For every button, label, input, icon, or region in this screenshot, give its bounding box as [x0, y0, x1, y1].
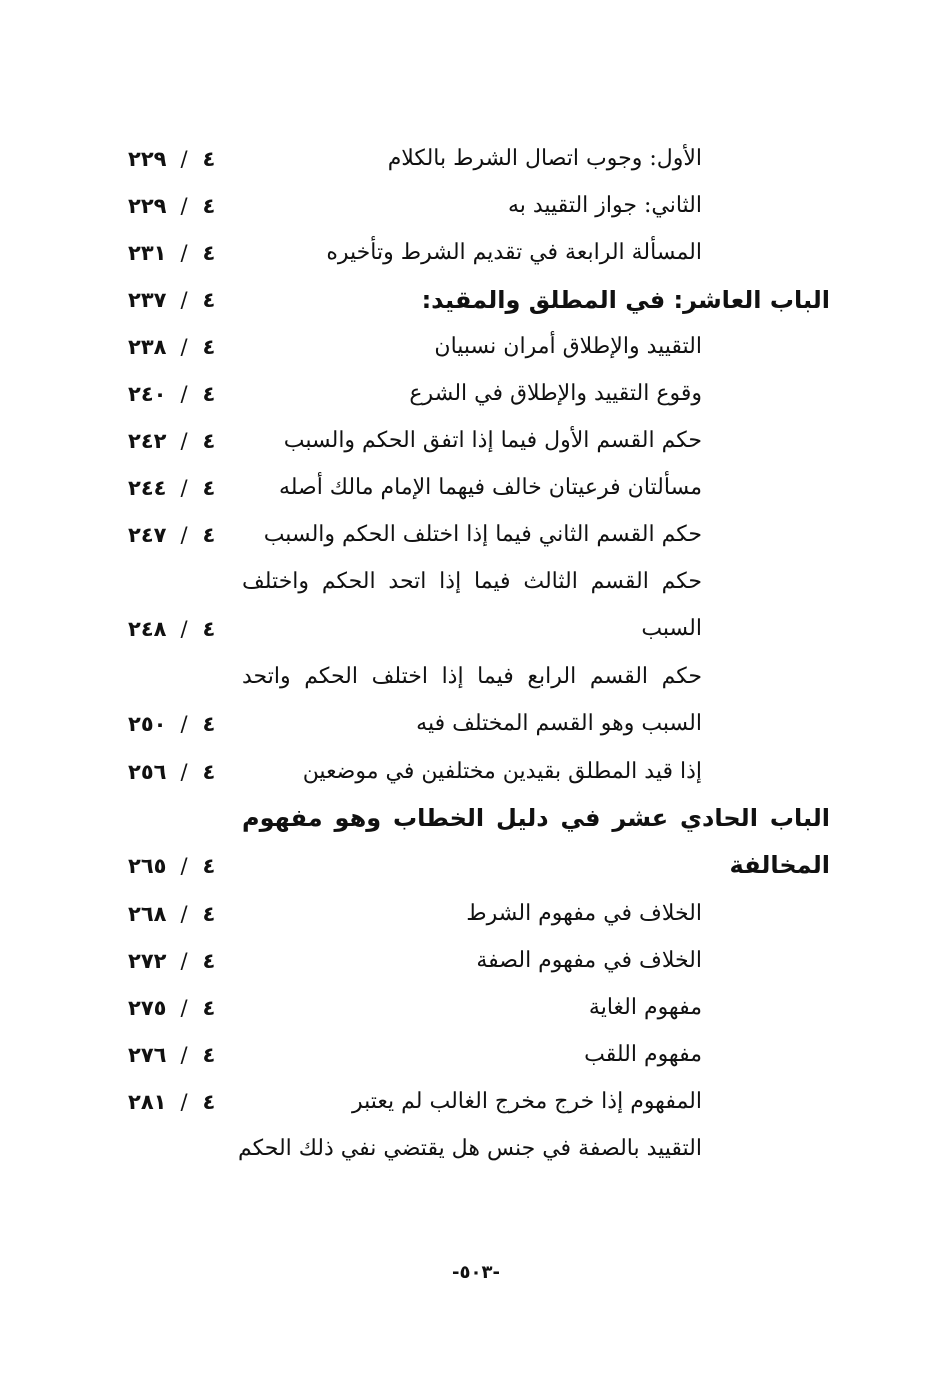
- toc-entry-reference: [128, 1090, 215, 1114]
- toc-entry-title: التقييد والإطلاق أمران نسبيان: [434, 334, 702, 359]
- toc-page-number: ٢٧٦: [128, 1042, 167, 1067]
- toc-entry-reference: [128, 606, 215, 653]
- toc-separator: /: [180, 334, 189, 359]
- toc-entry-title: المفهوم إذا خرج مخرج الغالب لم يعتبر: [352, 1089, 702, 1114]
- toc-chapter-heading: [110, 795, 830, 890]
- toc-page-number: ٢٣٧: [128, 287, 167, 312]
- toc-separator: /: [180, 522, 189, 547]
- toc-entry-reference: [128, 949, 215, 973]
- toc-entry-title: وقوع التقييد والإطلاق في الشرع: [409, 381, 702, 406]
- toc-page-number: ٢٨١: [128, 1089, 167, 1114]
- toc-volume-number: ٤: [202, 475, 216, 500]
- toc-chapter-heading: [110, 276, 830, 323]
- toc-page-number: ٢٢٩: [128, 146, 167, 171]
- toc-entry: [110, 229, 830, 276]
- toc-entry-reference: [128, 194, 215, 218]
- toc-entry: [110, 890, 830, 937]
- toc-entry-title: الباب الحادي عشر في دليل الخطاب وهو مفهوم المخالفة: [242, 804, 830, 879]
- toc-entry: [110, 135, 830, 182]
- toc-volume-number: ٤: [202, 146, 216, 171]
- toc-volume-number: ٤: [202, 948, 216, 973]
- toc-separator: /: [180, 1042, 189, 1067]
- toc-entry-title: إذا قيد المطلق بقيدين مختلفين في موضعين: [302, 759, 702, 784]
- toc-entry-reference: [128, 760, 215, 784]
- toc-page-number: ٢٢٩: [128, 193, 167, 218]
- toc-page-number: ٢٤٤: [128, 475, 167, 500]
- toc-volume-number: ٤: [202, 1089, 216, 1114]
- toc-separator: /: [180, 287, 189, 312]
- toc-volume-number: ٤: [202, 381, 216, 406]
- toc-entry: [110, 653, 830, 748]
- toc-entry-reference: [128, 241, 215, 265]
- toc-entry-title: الخلاف في مفهوم الشرط: [466, 901, 702, 926]
- toc-entry-reference: [128, 335, 215, 359]
- toc-separator: /: [180, 381, 189, 406]
- toc-separator: /: [180, 240, 189, 265]
- toc-entry: [110, 748, 830, 795]
- toc-entry: [110, 984, 830, 1031]
- toc-page-number: ٢٧٥: [128, 995, 167, 1020]
- toc-entry: [110, 417, 830, 464]
- toc-separator: /: [180, 475, 189, 500]
- toc-volume-number: ٤: [202, 617, 216, 641]
- toc-entry-title: حكم القسم الثالث فيما إذا اتحد الحكم واختلف السبب: [242, 569, 702, 641]
- toc-volume-number: ٤: [202, 193, 216, 218]
- toc-volume-number: ٤: [202, 1042, 216, 1067]
- toc-entry-reference: [128, 382, 215, 406]
- toc-entry-title: مفهوم اللقب: [584, 1042, 702, 1067]
- toc-separator: /: [180, 428, 189, 453]
- toc-volume-number: ٤: [202, 712, 216, 736]
- toc-entry: [110, 1078, 830, 1125]
- toc-entry: [110, 1125, 830, 1172]
- toc-entry: [110, 370, 830, 417]
- toc-page-number: ٢٣٨: [128, 334, 167, 359]
- toc-volume-number: ٤: [202, 854, 216, 878]
- toc-volume-number: ٤: [202, 240, 216, 265]
- toc-separator: /: [180, 146, 189, 171]
- toc-entry-reference: [128, 288, 215, 312]
- toc-separator: /: [180, 759, 189, 784]
- toc-entry: [110, 1031, 830, 1078]
- toc-separator: /: [180, 1089, 189, 1114]
- toc-volume-number: ٤: [202, 995, 216, 1020]
- toc-entry-title: التقييد بالصفة في جنس هل يقتضي نفي ذلك الحكم: [237, 1136, 702, 1161]
- toc-entry-reference: [128, 1043, 215, 1067]
- toc-volume-number: ٤: [202, 522, 216, 547]
- toc-entry-reference: [128, 523, 215, 547]
- toc-entry-reference: [128, 996, 215, 1020]
- toc-separator: /: [180, 854, 189, 878]
- toc-entry-title: المسألة الرابعة في تقديم الشرط وتأخيره: [326, 240, 702, 265]
- toc-page-number: ٢٧٢: [128, 948, 167, 973]
- toc-entry: [110, 558, 830, 653]
- toc-separator: /: [180, 901, 189, 926]
- toc-entry: [110, 511, 830, 558]
- toc-entry-reference: [128, 147, 215, 171]
- toc-volume-number: ٤: [202, 759, 216, 784]
- toc-page-number: ٢٥٦: [128, 759, 167, 784]
- toc-entry: [110, 182, 830, 229]
- toc-volume-number: ٤: [202, 428, 216, 453]
- toc-page-number: ٢٥٠: [128, 712, 167, 736]
- toc-separator: /: [180, 995, 189, 1020]
- toc-page-number: ٢٦٥: [128, 854, 167, 878]
- toc-entry-title: مفهوم الغاية: [588, 995, 702, 1020]
- toc-entry-title: الخلاف في مفهوم الصفة: [476, 948, 702, 973]
- toc-entry-title: حكم القسم الأول فيما إذا اتفق الحكم والسبب: [283, 428, 702, 453]
- toc-separator: /: [180, 617, 189, 641]
- page-number: -٥٠٣-: [452, 1262, 500, 1283]
- toc-page-number: ٢٤٢: [128, 428, 167, 453]
- toc-entry-reference: [128, 902, 215, 926]
- toc-volume-number: ٤: [202, 287, 216, 312]
- toc-page-number: ٢٤٨: [128, 617, 167, 641]
- toc-entry-title: مسألتان فرعيتان خالف فيهما الإمام مالك أصله: [278, 475, 702, 500]
- table-of-contents: [110, 135, 830, 1172]
- toc-volume-number: ٤: [202, 334, 216, 359]
- toc-entry-reference: [128, 476, 215, 500]
- toc-page-number: ٢٤٧: [128, 522, 167, 547]
- toc-entry-title: حكم القسم الثاني فيما إذا اختلف الحكم والسبب: [263, 522, 702, 547]
- toc-entry-title: الثاني: جواز التقييد به: [507, 193, 702, 218]
- toc-entry: [110, 323, 830, 370]
- toc-page-number: ٢٣١: [128, 240, 167, 265]
- toc-separator: /: [180, 193, 189, 218]
- toc-entry-reference: [128, 429, 215, 453]
- toc-volume-number: ٤: [202, 901, 216, 926]
- toc-entry-title: الأول: وجوب اتصال الشرط بالكلام: [387, 146, 702, 171]
- toc-entry-reference: [128, 701, 215, 748]
- toc-entry-title: الباب العاشر: في المطلق والمقيد:: [421, 285, 830, 314]
- toc-separator: /: [180, 948, 189, 973]
- toc-entry: [110, 937, 830, 984]
- toc-entry-title: حكم القسم الرابع فيما إذا اختلف الحكم واتحد السبب وهو القسم المختلف فيه: [242, 664, 703, 736]
- toc-entry-reference: [128, 843, 215, 890]
- toc-page-number: ٢٦٨: [128, 901, 167, 926]
- toc-separator: /: [180, 712, 189, 736]
- toc-page-number: ٢٤٠: [128, 381, 167, 406]
- toc-entry: [110, 464, 830, 511]
